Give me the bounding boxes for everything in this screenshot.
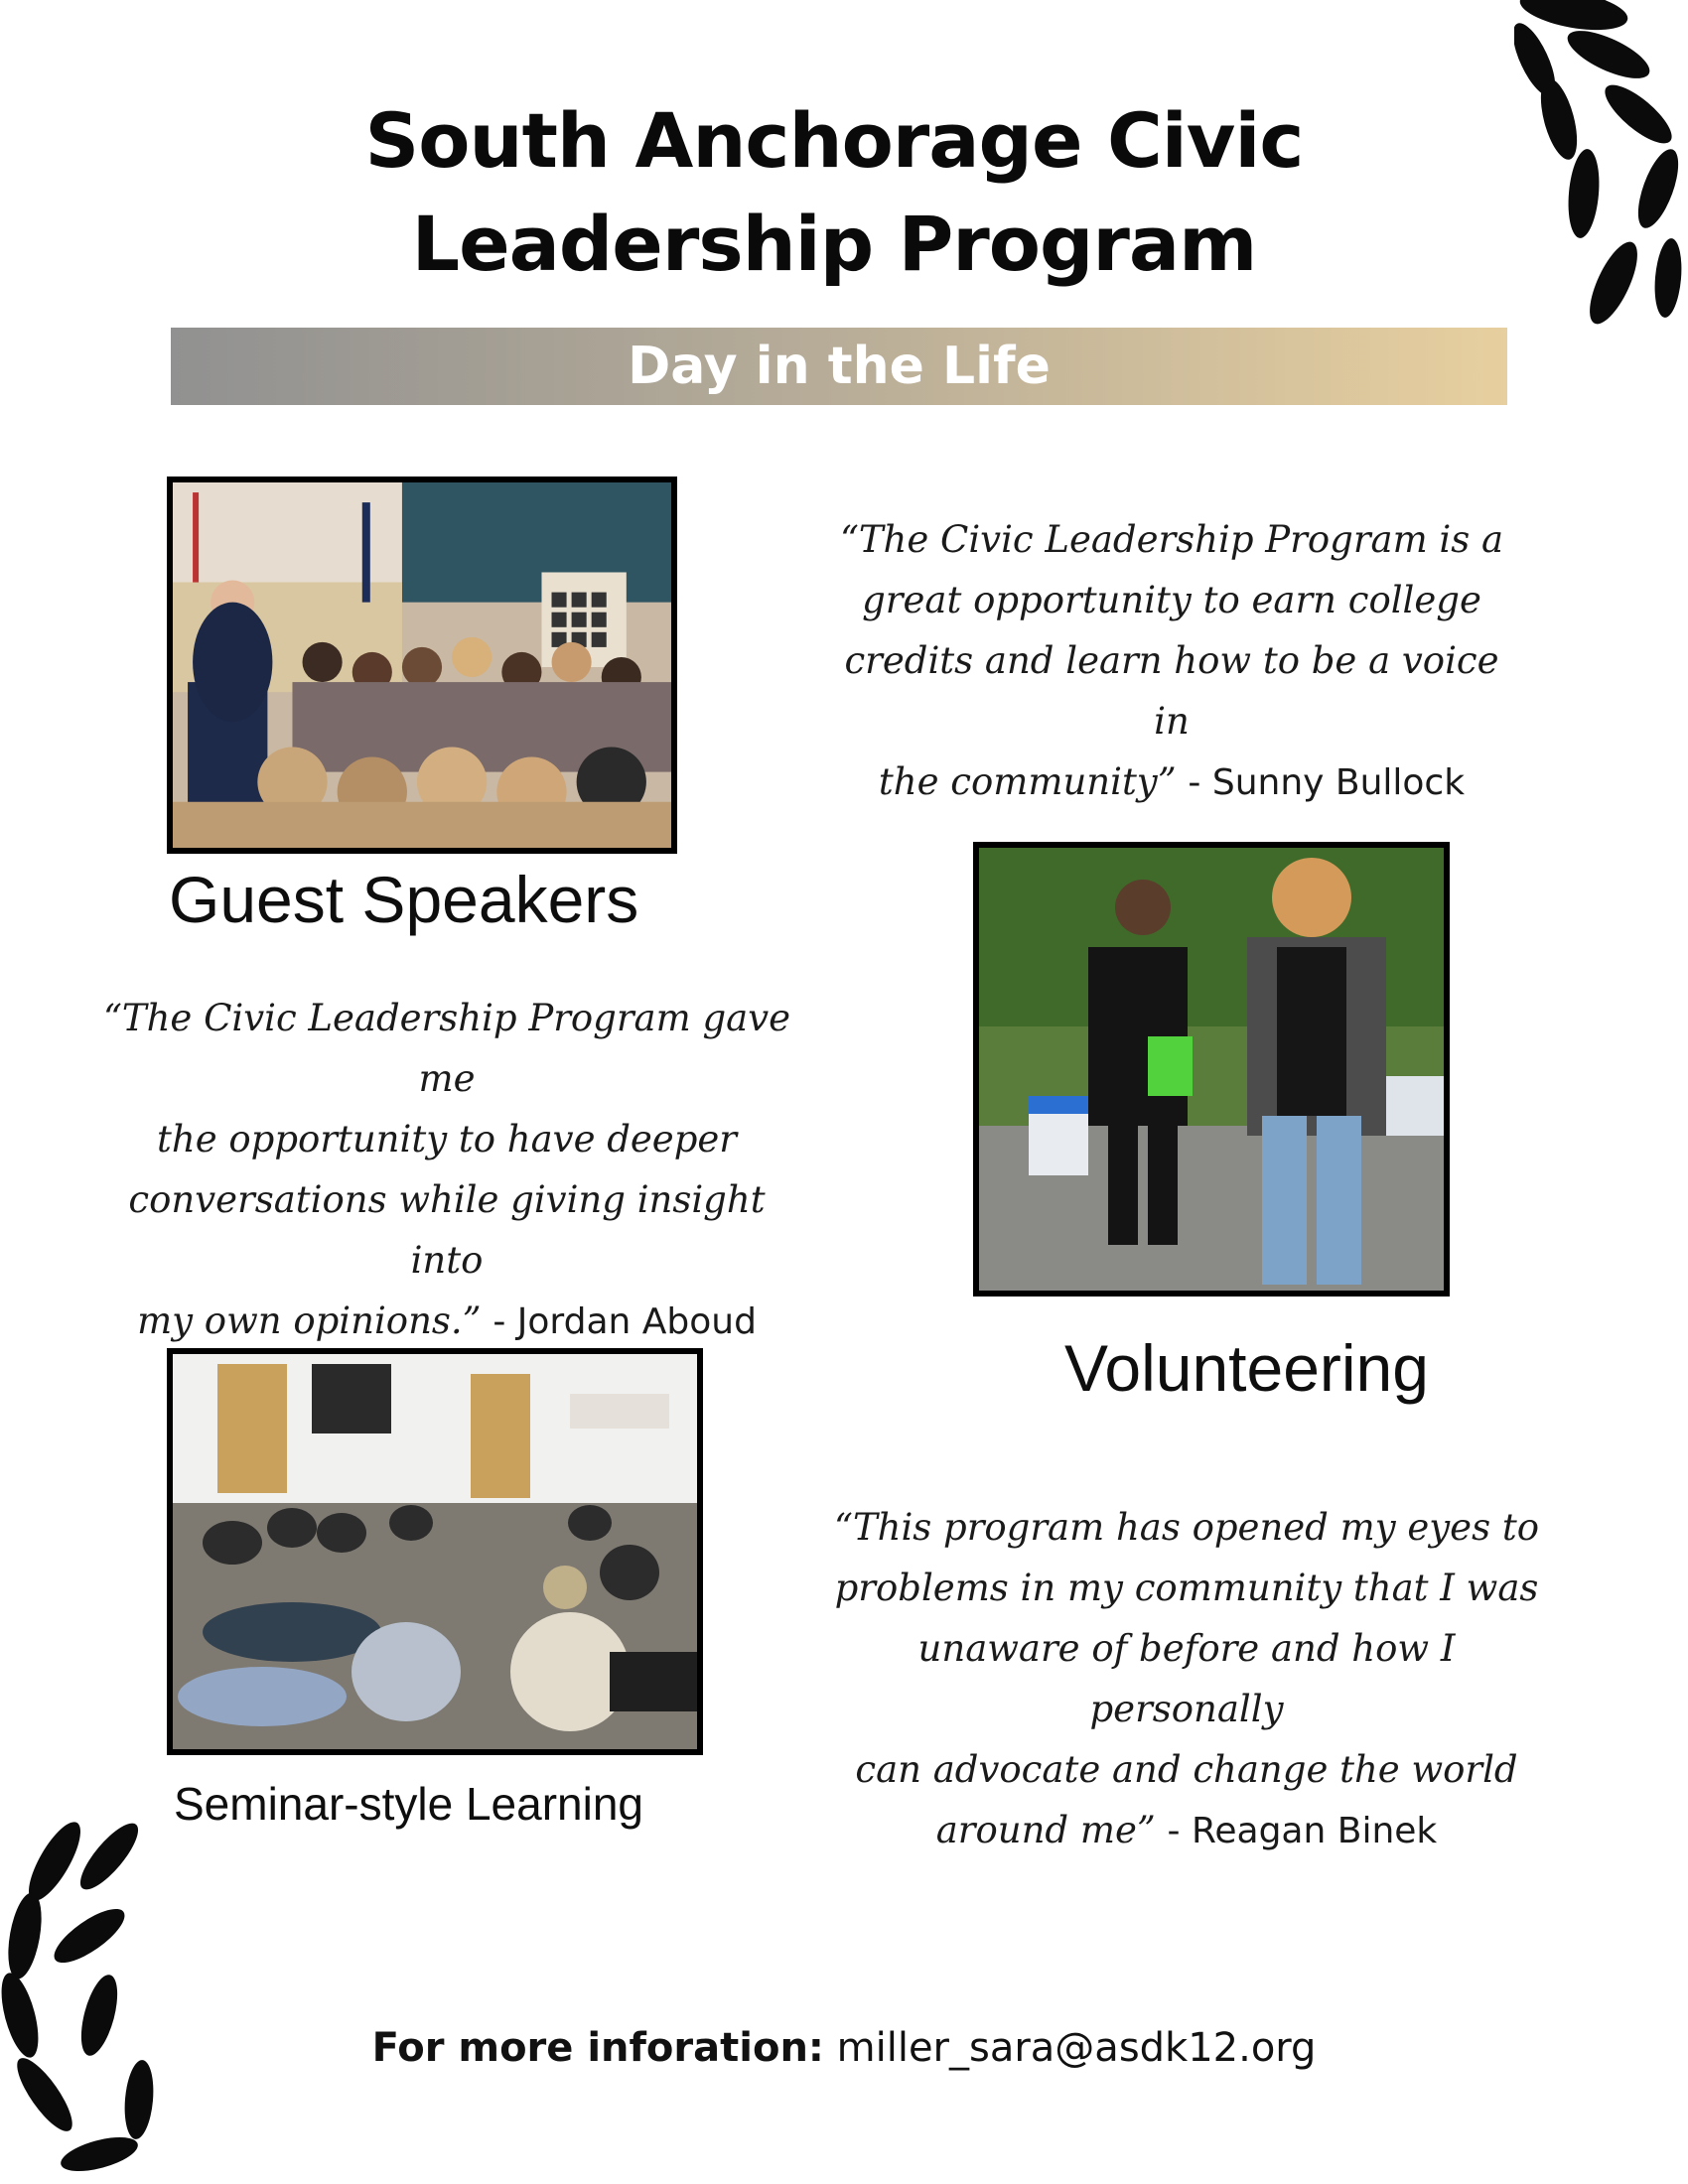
quote-line: can advocate and change the world	[855, 1748, 1518, 1791]
volunteering-caption: Volunteering	[1064, 1331, 1429, 1405]
contact-footer	[199, 2025, 1489, 2071]
volunteering-photo	[973, 842, 1450, 1297]
quote-jordan-aboud	[99, 988, 794, 1352]
quote-line: my own opinions.”	[137, 1299, 482, 1342]
quote-line: “This program has opened my eyes to	[834, 1506, 1539, 1549]
quote-line: “The Civic Leadership Program is a	[839, 518, 1504, 561]
quote-line: conversations while giving insight into	[128, 1178, 766, 1282]
guest-speakers-photo	[167, 477, 677, 854]
quote-line: credits and learn how to be a voice in	[844, 639, 1499, 743]
classroom-speaker-photo-icon	[173, 482, 671, 848]
banner-text: Day in the Life	[628, 337, 1051, 396]
quote-line: unaware of before and how I personally	[917, 1627, 1456, 1730]
leaf-branch-icon	[1514, 0, 1688, 347]
quote-line: around me”	[935, 1809, 1156, 1851]
title-line-1: South Anchorage Civic	[364, 96, 1304, 185]
seminar-circle-photo-icon	[173, 1354, 697, 1749]
leaf-branch-icon	[0, 1817, 174, 2184]
quote-author: - Reagan Binek	[1167, 1811, 1438, 1851]
banner	[171, 328, 1507, 405]
quote-line: great opportunity to earn college	[862, 579, 1481, 621]
title-line-2: Leadership Program	[411, 200, 1257, 288]
seminar-caption: Seminar-style Learning	[174, 1778, 644, 1830]
volunteers-photo-icon	[979, 848, 1444, 1291]
seminar-photo	[167, 1348, 703, 1755]
quote-line: the opportunity to have deeper	[157, 1118, 737, 1160]
quote-line: problems in my community that I was	[834, 1567, 1539, 1609]
contact-email-link[interactable]: miller_sara@asdk12.org	[836, 2025, 1317, 2071]
contact-label: For more inforation:	[371, 2025, 824, 2071]
quote-sunny-bullock	[824, 509, 1519, 813]
quote-reagan-binek	[834, 1497, 1539, 1861]
quote-author: - Jordan Aboud	[492, 1301, 757, 1342]
quote-line: “The Civic Leadership Program gave me	[102, 997, 790, 1100]
guest-speakers-caption: Guest Speakers	[169, 863, 639, 936]
page-title	[169, 89, 1499, 296]
quote-line: the community”	[878, 760, 1177, 803]
quote-author: - Sunny Bullock	[1188, 762, 1466, 803]
